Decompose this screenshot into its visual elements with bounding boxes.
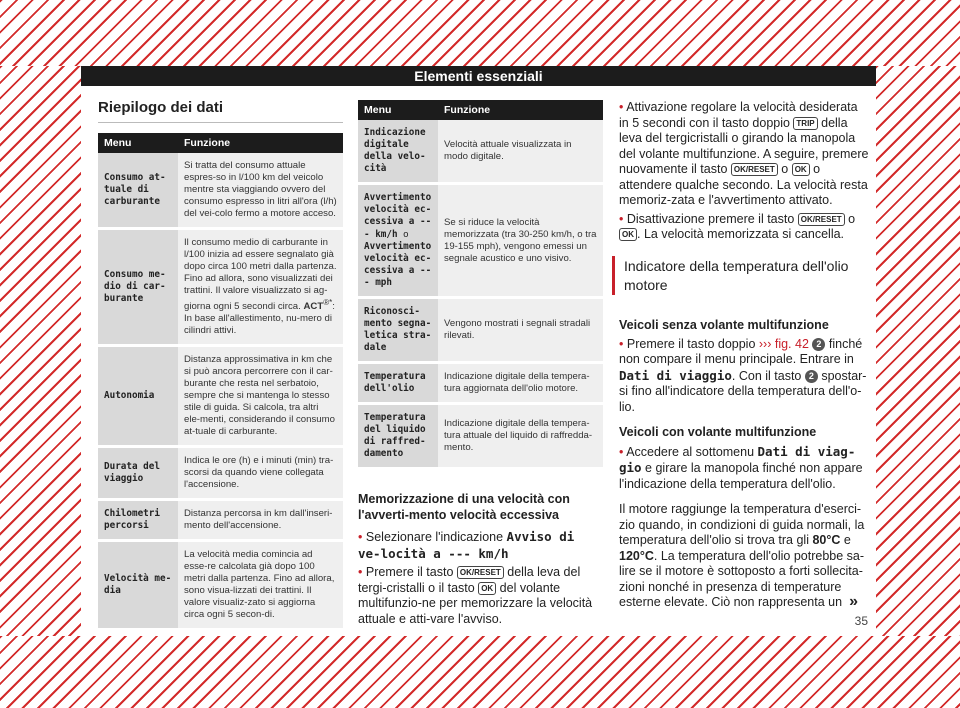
function-cell: Indica le ore (h) e i minuti (min) tra-scorsi da quando viene collegata l'accensione. xyxy=(178,446,343,499)
menu-or: o xyxy=(403,229,409,239)
table-row xyxy=(98,499,343,540)
act-text: : In base all'allestimento, nu-mero di cilindri attivi. xyxy=(184,300,335,336)
column-left xyxy=(98,100,343,631)
temperature-value: 80°C xyxy=(812,533,841,547)
table-row xyxy=(98,540,343,629)
bullet-item xyxy=(619,212,869,243)
bullet-text: finché non compare il menu principale. Entrare in xyxy=(619,336,863,366)
chapter-header: Elementi essenziali xyxy=(81,66,876,86)
menu-cell: Velocità me-dia xyxy=(98,540,178,629)
table-row xyxy=(358,404,603,469)
bullet-text: Selezionare l'indicazione xyxy=(365,530,507,544)
hatch-border-left xyxy=(0,66,81,636)
bullet-item xyxy=(619,337,869,416)
column-right-lower xyxy=(619,318,869,611)
function-cell: Si tratta del consumo attuale espres-so in l/100 km del veicolo mentre sta viaggiando ovvero del consumo espresso in litri all'ora (l/h) del vei-colo fermo a motore acceso. xyxy=(178,153,343,229)
ok-reset-key-icon: OK/RESET xyxy=(731,163,778,176)
table-header-function: Funzione xyxy=(178,133,343,153)
bullet-text: Disattivazione premere il tasto xyxy=(626,211,798,226)
bullet-text: Premere il tasto doppio xyxy=(626,336,759,351)
bullet-text: . Con il tasto xyxy=(731,368,805,383)
bullet-icon: • xyxy=(358,530,363,544)
callout-number: 2 xyxy=(805,370,818,383)
bullet-item xyxy=(358,529,603,562)
data-summary-table xyxy=(98,133,343,631)
bullet-text: e girare la manopola finché non appare l'indicazione della temperatura dell'olio. xyxy=(619,461,863,491)
bullet-text: o xyxy=(844,211,856,226)
ok-key-icon: OK xyxy=(478,582,496,595)
menu-cell: Consumo at-tuale di carburante xyxy=(98,153,178,229)
table-header-menu: Menu xyxy=(358,100,438,120)
bullet-text: spostar-si fino all'indicatore della temperatura dell'o-lio. xyxy=(619,368,867,414)
table-row xyxy=(358,298,603,363)
column-right xyxy=(619,100,869,243)
function-cell: Indicazione digitale della tempera-tura attuale del liquido di raffredda-mento. xyxy=(438,404,603,469)
menu-name: Dati di viaggio xyxy=(619,367,732,383)
paragraph-text: . La temperatura dell'olio potrebbe sa-lire se il motore è sottoposto a forti sollecita-zioni nonché in presenza di temperature esterne elevate. Ciò non rappresenta un xyxy=(619,548,865,609)
menu-text: Avvertimento velocità ec-cessiva a --- km/h xyxy=(364,192,432,240)
paragraph xyxy=(619,502,869,611)
bullet-item xyxy=(358,565,603,627)
table-row xyxy=(358,363,603,404)
bullet-text: della leva del tergi-cristalli o il tasto xyxy=(358,565,581,595)
function-cell xyxy=(178,228,343,345)
table-row xyxy=(358,184,603,298)
function-cell: Indicazione digitale della tempera-tura aggiornata dell'olio motore. xyxy=(438,363,603,404)
table-header-function: Funzione xyxy=(438,100,603,120)
menu-cell: Riconosci-mento segna-letica stra-dale xyxy=(358,298,438,363)
bullet-icon: • xyxy=(619,444,624,459)
ok-key-icon: OK xyxy=(792,163,810,176)
bullet-icon: • xyxy=(619,100,624,114)
bullet-text: Premere il tasto xyxy=(365,565,457,579)
table-row xyxy=(358,120,603,184)
table-row xyxy=(98,446,343,499)
bullet-text: . La velocità memorizzata si cancella. xyxy=(637,227,845,241)
menu-name: Dati di viag-gio xyxy=(619,443,856,475)
act-label: ACT xyxy=(303,300,324,312)
menu-cell xyxy=(358,184,438,298)
subheading: Veicoli con volante multifunzione xyxy=(619,425,817,439)
section-heading: Indicatore della temperatura dell'olio motore xyxy=(624,258,849,293)
continue-icon: » xyxy=(849,593,858,610)
table-row xyxy=(98,153,343,229)
function-cell: Distanza approssimativa in km che si può ancora percorrere con il car-burante che resta nel serbatoio, sempre che si mantenga lo stesso stile di guida. Si calcola, tra altri ele-menti, considerando il consumo at-tuale di carburante. xyxy=(178,345,343,446)
hatch-border-right xyxy=(876,66,960,636)
hatch-border-bottom xyxy=(0,636,960,708)
function-cell: Vengono mostrati i segnali stradali rilevati. xyxy=(438,298,603,363)
menu-text: Avvertimento velocità ec-cessiva a --- mph xyxy=(364,241,432,288)
figure-link[interactable]: ››› fig. 42 xyxy=(758,336,809,351)
paragraph-text: e xyxy=(840,533,851,547)
menu-cell: Temperatura del liquido di raffred-damento xyxy=(358,404,438,469)
paragraph-text: Il motore raggiunge la temperatura d'eserci-zio quando, in condizioni di guida normali, la temperatura dell'olio si trova tra gli xyxy=(619,502,865,547)
menu-cell: Autonomia xyxy=(98,345,178,446)
bullet-text: o attendere qualche secondo. La velocità resta memoriz-zata e l'avvertimento attivato. xyxy=(619,162,868,207)
table-row xyxy=(98,345,343,446)
temperature-value: 120°C xyxy=(619,548,654,563)
bullet-item xyxy=(619,444,869,493)
table-row xyxy=(98,228,343,345)
section-title: Riepilogo dei dati xyxy=(98,99,224,116)
act-superscript: ®* xyxy=(323,297,333,307)
menu-cell: Chilometri percorsi xyxy=(98,499,178,540)
manual-page xyxy=(81,66,876,636)
ok-reset-key-icon: OK/RESET xyxy=(798,213,845,226)
bullet-icon: • xyxy=(619,211,624,226)
menu-cell: Durata del viaggio xyxy=(98,446,178,499)
hatch-border-top xyxy=(0,0,960,66)
bullet-item xyxy=(619,100,869,209)
callout-number: 2 xyxy=(812,338,825,351)
subheading: Veicoli senza volante multifunzione xyxy=(619,318,829,332)
bullet-text: del volante multifunzio-ne per memorizzare la velocità attuale e atti-vare l'avviso. xyxy=(358,580,593,626)
menu-cell: Temperatura dell'olio xyxy=(358,363,438,404)
column-middle xyxy=(358,100,603,627)
table-header-menu: Menu xyxy=(98,133,178,153)
function-cell: La velocità media comincia ad esse-re calcolata già dopo 100 metri dalla partenza. Fino ad allora, sono visua-lizzati dei trattini. Il valore visualiz-zato si aggiorna circa ogni 5 secon-di. xyxy=(178,540,343,629)
bullet-text: della leva del tergicristalli o girando la manopola del volante multifunzione. A seguire, premere nuovamente il tasto xyxy=(619,115,869,176)
function-text: Il consumo medio di carburante in l/100 inizia ad essere segnalato già dopo circa 100 metri dalla partenza. Fino ad allora, sono visualizzati dei trattini. Il valore visualizzato si ag-giorna ogni 5 secondi circa. xyxy=(184,236,337,312)
bullet-text: Accedere al sottomenu xyxy=(626,444,758,459)
bullet-text: o xyxy=(777,162,792,176)
function-cell: Distanza percorsa in km dall'inseri-mento dell'accensione. xyxy=(178,499,343,540)
ok-key-icon: OK xyxy=(619,228,637,241)
speed-menu-table xyxy=(358,100,603,470)
menu-cell: Consumo me-dio di car-burante xyxy=(98,228,178,345)
subsection-title: Memorizzazione di una velocità con l'avverti-mento velocità eccessiva xyxy=(358,492,570,522)
bullet-text: Attivazione regolare la velocità desiderata in 5 secondi con il tasto doppio xyxy=(619,100,858,130)
oil-temperature-heading-box xyxy=(612,256,873,295)
bullet-icon: • xyxy=(619,336,624,351)
divider xyxy=(98,122,343,123)
function-cell: Velocità attuale visualizzata in modo digitale. xyxy=(438,120,603,184)
function-cell: Se si riduce la velocità memorizzata (tra 30-250 km/h, o tra 19-155 mph), vengono emessi un segnale acustico e uno visivo. xyxy=(438,184,603,298)
menu-cell: Indicazione digitale della velo-cità xyxy=(358,120,438,184)
page-number: 35 xyxy=(854,614,868,628)
bullet-icon: • xyxy=(358,565,363,579)
trip-key-icon: TRIP xyxy=(793,117,817,130)
ok-reset-key-icon: OK/RESET xyxy=(457,566,504,579)
menu-name: Avviso di ve-locità a --- km/h xyxy=(358,529,575,561)
